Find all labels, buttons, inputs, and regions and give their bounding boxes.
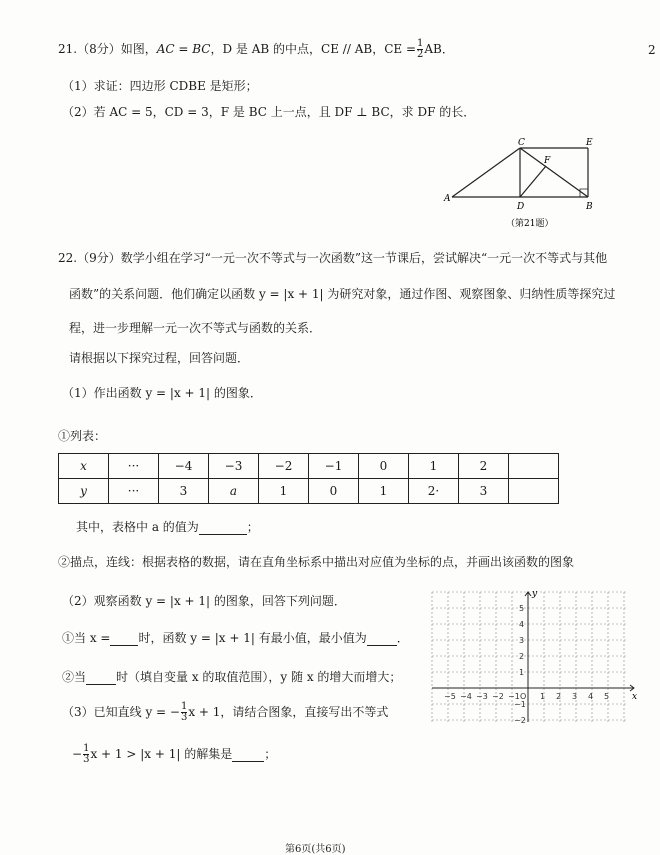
table-row-y — [59, 479, 559, 504]
segment-ac — [452, 148, 520, 197]
table-cell: 2 — [459, 454, 509, 479]
fraction-half: $\frac{1}{2}$ — [417, 38, 424, 60]
answer-blank-min-value[interactable] — [367, 631, 397, 646]
q22-step2: ②描点，连线：根据表格的数据，请在直角坐标系中描出对应值为坐标的点，并画出该函数的图象 — [58, 555, 575, 569]
table-cell: 0 — [309, 479, 359, 504]
table-cell: 2· — [409, 479, 459, 504]
fraction-third: $\frac{1}{3}$ — [180, 701, 188, 723]
figure-caption: （第21题） — [506, 219, 554, 229]
x-tick-label: O — [520, 692, 527, 701]
x-tick-label: 5 — [604, 692, 610, 701]
page-footer: 第6页(共6页) — [285, 844, 346, 855]
q22-line1: 22.（9分）数学小组在学习“一元一次不等式与一次函数”这一节课后，尝试解决“一元一次不等式与其他 — [58, 251, 608, 265]
answer-blank-a[interactable] — [199, 520, 247, 535]
q22-step1: ①列表： — [58, 429, 107, 443]
x-axis-label: x — [632, 692, 638, 702]
label-a: A — [444, 194, 451, 204]
table-cell: −2 — [259, 454, 309, 479]
x-tick-label: 2 — [556, 692, 562, 701]
label-c: C — [518, 138, 525, 148]
q22-line2: 函数”的关系问题．他们确定以函数 y = |x + 1| 为研究对象，通过作图、观察图象、归纳性质等探究过 — [69, 287, 616, 301]
q22-part2: （2）观察函数 y = |x + 1| 的图象，回答下列问题． — [62, 594, 346, 608]
label-e: E — [586, 138, 593, 148]
table-cell: 1 — [409, 454, 459, 479]
page-mark: 2 — [648, 43, 656, 57]
y-tick-label: 2 — [519, 652, 525, 661]
x-tick-label: −2 — [492, 692, 504, 701]
table-cell: ··· — [109, 454, 159, 479]
table-cell: 3 — [159, 479, 209, 504]
y-tick-label: −1 — [514, 700, 526, 709]
q22-line4: 请根据以下探究过程，回答问题． — [69, 351, 250, 365]
y-tick-label: 3 — [519, 636, 525, 645]
x-tick-label: −1 — [508, 692, 520, 701]
q21-cond-ac-bc: AC = BC — [156, 42, 211, 56]
x-tick-label: 1 — [540, 692, 546, 701]
table-cell — [509, 479, 559, 504]
table-row-x — [59, 454, 559, 479]
q21-figure — [440, 135, 610, 235]
q22-part3: （3）已知直线 y = − $\frac{1}{3}$ x + 1，请结合图象，直接写出不等式 — [62, 701, 389, 723]
x-tick-label: −5 — [444, 692, 456, 701]
answer-blank-x-min[interactable] — [110, 631, 138, 646]
segment-cb — [520, 148, 588, 197]
answer-blank-solution[interactable] — [232, 747, 264, 762]
table-cell: a — [209, 479, 259, 504]
q22-part3-inequality: − $\frac{1}{3}$ x + 1 > |x + 1| 的解集是 ； — [72, 743, 277, 765]
coordinate-grid — [428, 588, 642, 728]
y-tick-label: 5 — [519, 604, 525, 613]
q21-part1: （1）求证：四边形 CDBE 是矩形； — [62, 79, 258, 93]
segment-df — [520, 166, 546, 197]
y-tick-label: −2 — [514, 716, 526, 725]
table-cell: y — [59, 479, 109, 504]
label-f: F — [544, 156, 551, 166]
value-table — [58, 453, 559, 504]
q22-line3: 程，进一步理解一元一次不等式与函数的关系． — [69, 321, 322, 335]
table-cell — [509, 454, 559, 479]
answer-blank-range[interactable] — [86, 670, 116, 685]
y-tick-label: 4 — [519, 620, 525, 629]
table-cell: −3 — [209, 454, 259, 479]
x-tick-label: −3 — [476, 692, 488, 701]
x-tick-label: 3 — [572, 692, 578, 701]
table-cell: −1 — [309, 454, 359, 479]
table-cell: x — [59, 454, 109, 479]
y-tick-label: 1 — [519, 668, 525, 677]
table-cell: −4 — [159, 454, 209, 479]
x-tick-label: −4 — [460, 692, 472, 701]
q22-note: 其中，表格中 a 的值为 ； — [76, 520, 259, 534]
q21-stem: 21.（8分）如图，AC = BC，D 是 AB 的中点，CE // AB，CE = $\frac{1}{2}$ AB． — [58, 38, 454, 60]
table-cell: 1 — [259, 479, 309, 504]
q22-part1: （1）作出函数 y = |x + 1| 的图象． — [62, 386, 262, 400]
x-tick-label: 4 — [588, 692, 594, 701]
label-b: B — [586, 202, 593, 212]
q22-part2a: ①当 x = 时，函数 y = |x + 1| 有最小值，最小值为 ． — [62, 631, 409, 645]
y-axis-label: y — [532, 589, 538, 599]
table-cell: ··· — [109, 479, 159, 504]
q21-part2: （2）若 AC = 5，CD = 3，F 是 BC 上一点，且 DF ⊥ BC，求 DF 的长． — [62, 105, 476, 119]
fraction-third-2: $\frac{1}{3}$ — [83, 743, 90, 765]
q22-part2b: ②当 时（填自变量 x 的取值范围），y 随 x 的增大而增大； — [62, 670, 402, 684]
table-cell: 0 — [359, 454, 409, 479]
label-d: D — [517, 202, 525, 212]
table-cell: 3 — [459, 479, 509, 504]
table-cell: 1 — [359, 479, 409, 504]
